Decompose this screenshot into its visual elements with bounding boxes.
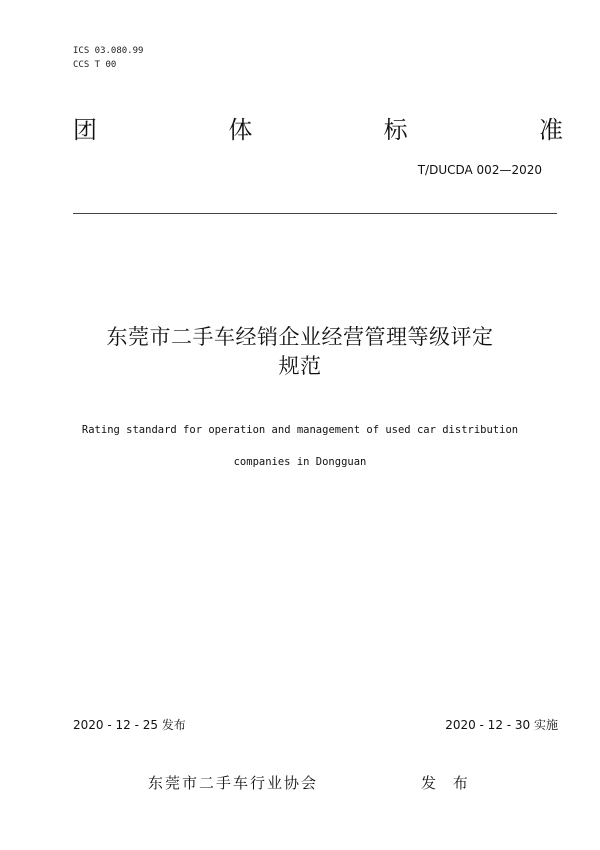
ics-code: ICS 03.080.99 xyxy=(73,46,144,56)
publish-label: 发 布 xyxy=(421,774,474,792)
standard-type-char: 准 xyxy=(538,116,563,144)
chinese-title xyxy=(60,323,540,381)
implementation-date: 2020 - 12 - 30 实施 xyxy=(445,718,558,732)
standard-number: T/DUCDA 002—2020 xyxy=(417,163,542,177)
standard-type-char: 体 xyxy=(228,116,253,144)
publisher-name: 东莞市二手车行业协会 xyxy=(148,774,319,792)
classification-codes xyxy=(73,44,143,72)
ccs-code: CCS T 00 xyxy=(73,60,117,70)
chinese-title-line-2: 规范 xyxy=(278,354,322,378)
chinese-title-line-1: 东莞市二手车经销企业经营管理等级评定 xyxy=(106,325,494,349)
issue-date: 2020 - 12 - 25 发布 xyxy=(73,718,186,732)
standard-type-char: 标 xyxy=(383,116,408,144)
english-title-line-1: Rating standard for operation and management of used car distribution xyxy=(81,424,519,436)
header-divider xyxy=(73,213,557,214)
english-title xyxy=(30,420,570,484)
standard-type-char: 团 xyxy=(73,116,97,144)
standard-type-heading xyxy=(73,114,563,146)
english-title-line-2: companies in Dongguan xyxy=(233,456,367,468)
